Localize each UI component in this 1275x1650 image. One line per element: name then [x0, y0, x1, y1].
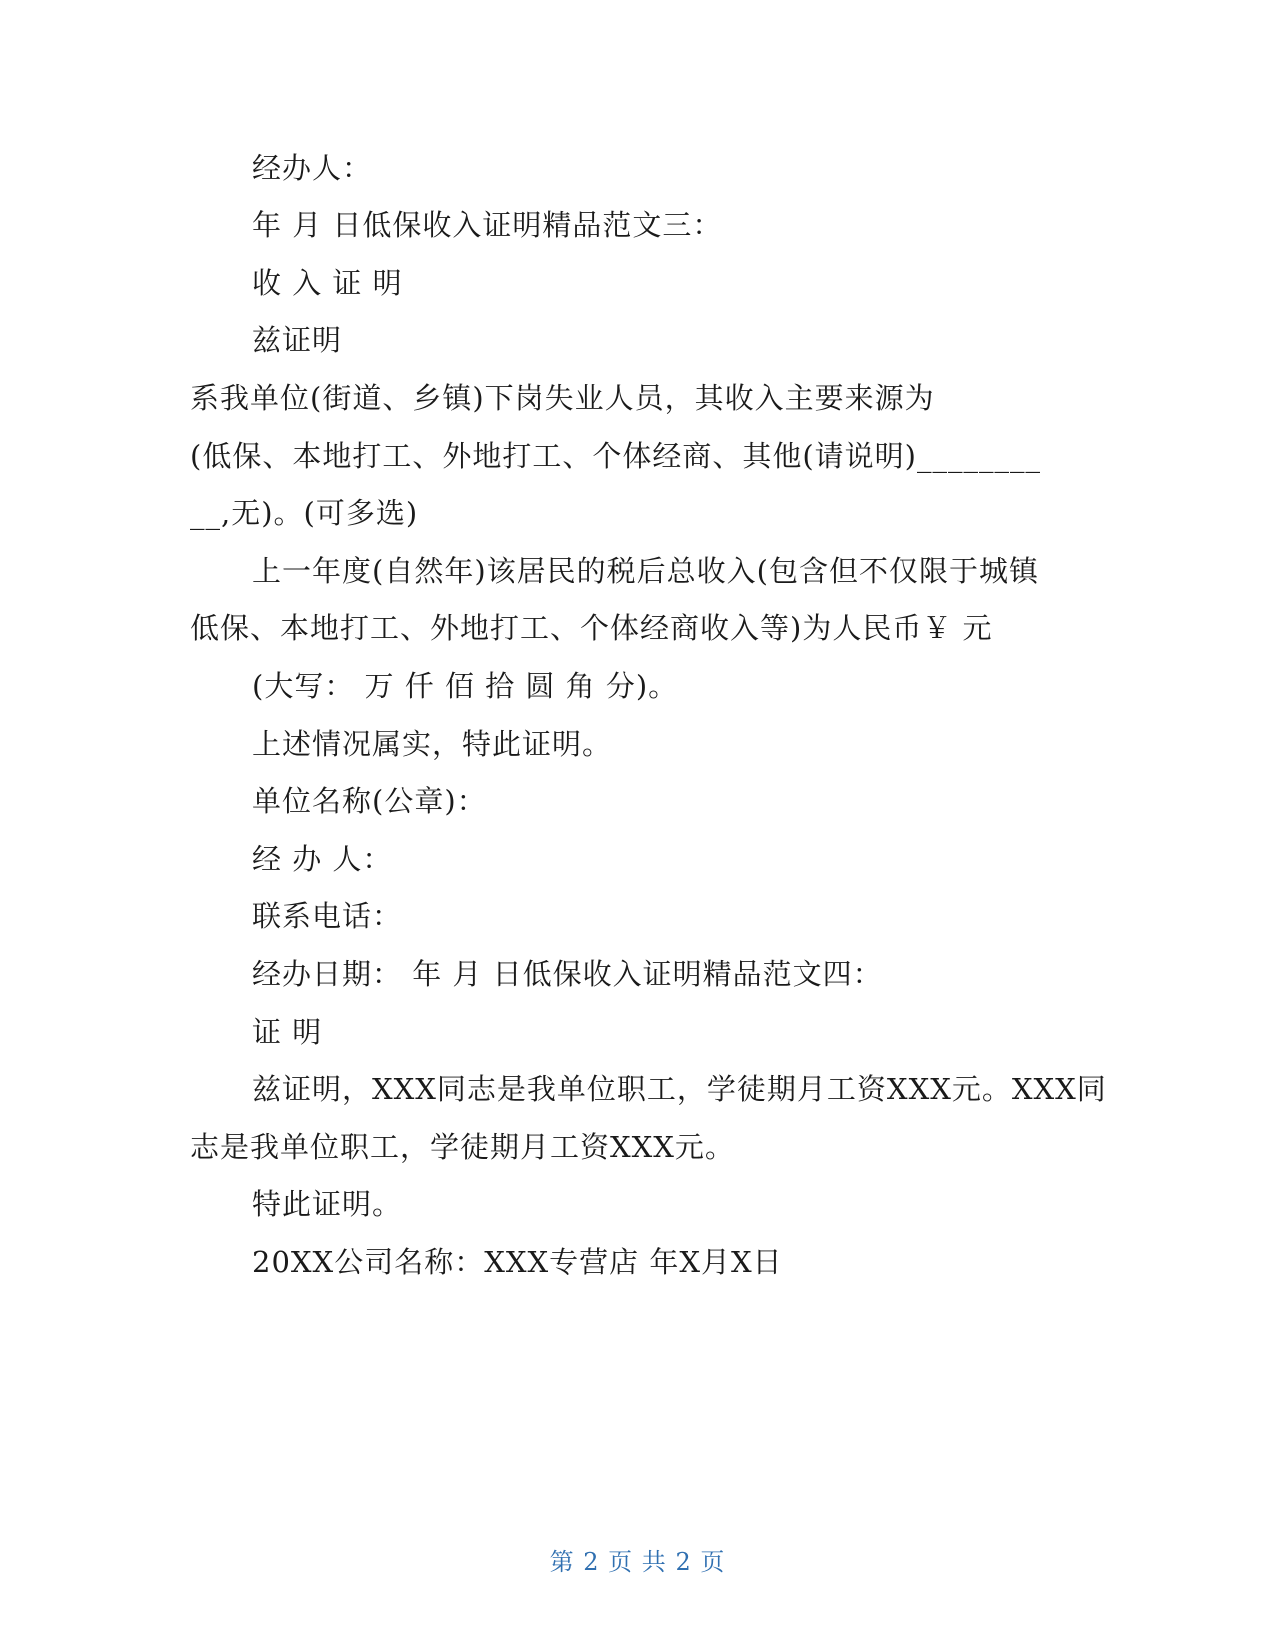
- text-line-heading-certificate: 证 明: [252, 1015, 323, 1049]
- text-line-heading-income-certificate: 收 入 证 明: [252, 266, 403, 300]
- text-line-capital-amount: (大写： 万 仟 佰 拾 圆 角 分)。: [252, 669, 679, 703]
- text-line-contact-phone: 联系电话：: [252, 899, 403, 933]
- text-line-handler: 经办人：: [252, 151, 373, 185]
- text-line-employee-wage: 兹证明，XXX同志是我单位职工，学徒期月工资XXX元。XXX同: [252, 1072, 1107, 1106]
- text-line-unit-name-seal: 单位名称(公章)：: [252, 784, 487, 818]
- page-number-footer: 第 2 页 共 2 页: [549, 1548, 726, 1576]
- text-line-truth-statement: 上述情况属实，特此证明。: [252, 727, 613, 761]
- text-line-date-sample3: 年 月 日低保收入证明精品范文三：: [252, 208, 723, 242]
- text-line-annual-income: 上一年度(自然年)该居民的税后总收入(包含但不仅限于城镇: [252, 554, 1039, 588]
- text-line-employee-wage-cont: 志是我单位职工，学徒期月工资XXX元。: [190, 1130, 735, 1164]
- text-line-multiple-choice: __,无)。(可多选): [190, 496, 419, 530]
- text-line-unit-laid-off: 系我单位(街道、乡镇)下岗失业人员，其收入主要来源为: [190, 381, 935, 415]
- text-line-handler-spaced: 经 办 人：: [252, 842, 393, 876]
- text-line-handling-date-sample4: 经办日期： 年 月 日低保收入证明精品范文四：: [252, 957, 883, 991]
- text-line-income-amount: 低保、本地打工、外地打工、个体经商收入等)为人民币￥ 元: [190, 611, 993, 645]
- text-line-income-sources: (低保、本地打工、外地打工、个体经商、其他(请说明)________: [190, 439, 1041, 473]
- text-line-hereby-certify: 兹证明: [252, 323, 343, 357]
- text-line-company-signature: 20XX公司名称：XXX专营店 年X月X日: [252, 1245, 783, 1279]
- text-line-hereby-certified: 特此证明。: [252, 1187, 403, 1221]
